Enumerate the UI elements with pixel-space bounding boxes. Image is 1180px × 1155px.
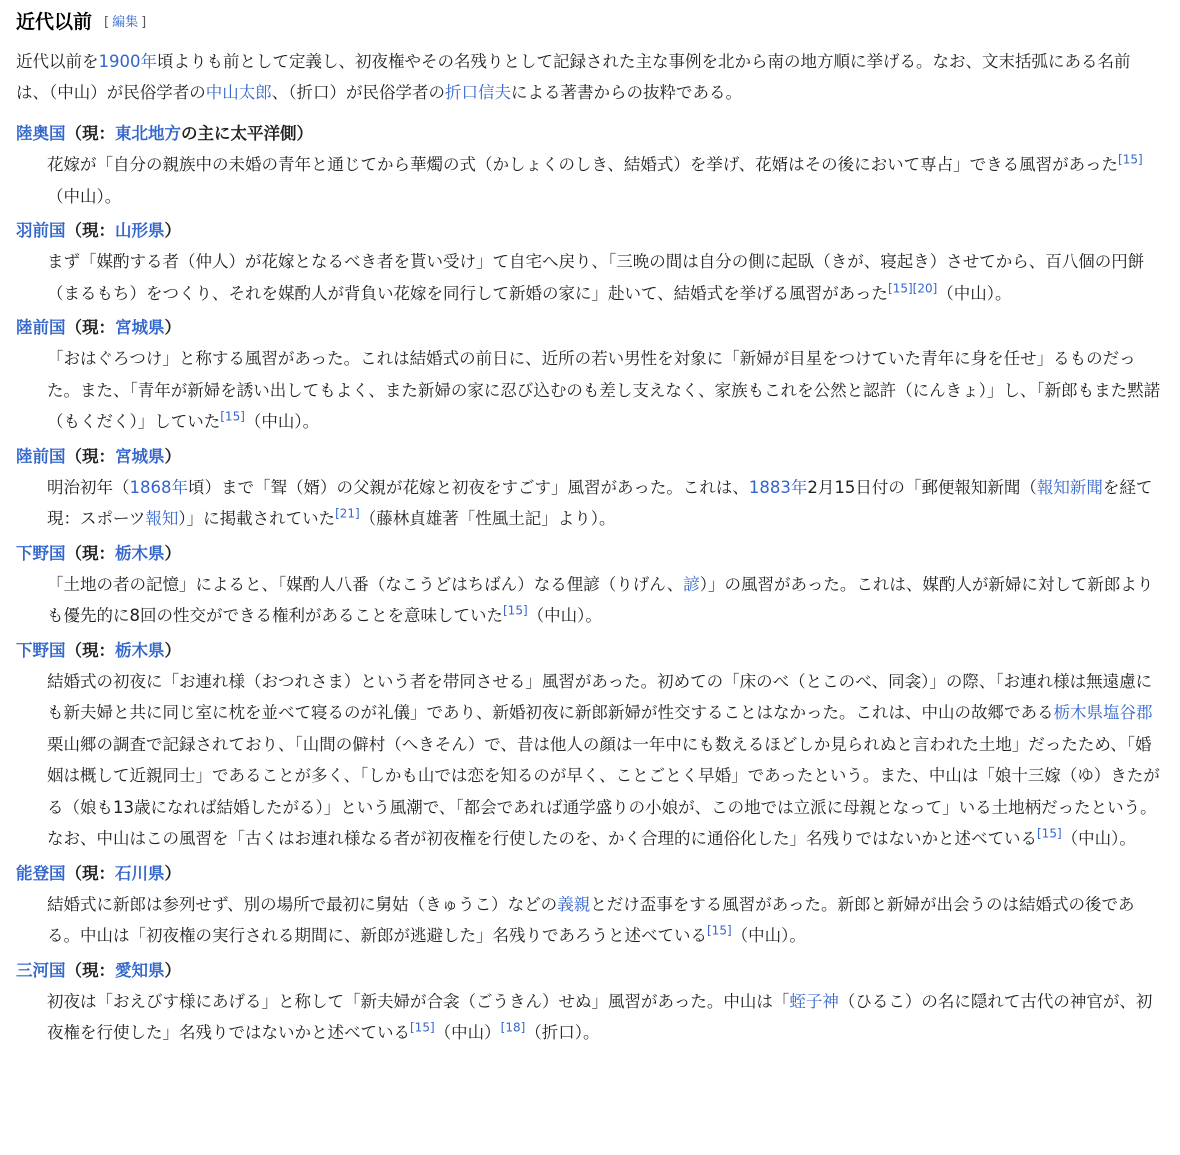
wiki-link[interactable]: 宮城県 <box>115 446 165 466</box>
text-run: 「土地の者の記憶」によると、「媒酌人八番（なこうどはちばん）なる俚諺（りげん、 <box>47 574 684 594</box>
text-run: （中山）。 <box>937 283 1012 303</box>
text-run: ） <box>164 543 181 563</box>
region-description <box>47 343 1162 438</box>
region-term <box>16 858 1162 889</box>
text-run: の主に太平洋側） <box>181 124 313 143</box>
text-run: （中山）。 <box>731 926 806 945</box>
text-run: 栗山郷の調査で記録されており、「山間の僻村（へきそん）で、昔は他人の顔は一年中にも数えるほどしか見られぬと言われた土地」だったため、「婚姻は概して近親同士」であることが多く、「しかも山では恋を知るのが早く、ことごとく早婚」であったという。また、中山は「娘十三嫁（ゆ）きたがる（娘も13歳になれば結婚したがる）」という風潮で、「都会であれば通学盛りの小娘が、この地では立派に母親となって」いる土地柄だったという。なお、中山はこの風習を「古くはお連れ様なる者が初夜権を行使したのを、かく合理的に通俗化した」名残りではないかと述べている <box>47 734 1160 848</box>
wiki-link[interactable]: 陸奥国 <box>16 124 66 143</box>
citation-link[interactable]: [15] <box>1037 826 1062 841</box>
wiki-link[interactable]: 報知 <box>145 509 179 528</box>
text-run: ） <box>164 960 181 980</box>
text-run: による著書からの抜粋である。 <box>511 83 742 102</box>
region-term <box>16 118 1162 149</box>
text-run: （藤林貞雄著「性風土記」より）。 <box>359 509 616 528</box>
wiki-link[interactable]: 石川県 <box>115 863 165 883</box>
wiki-link[interactable]: 1900年 <box>98 52 157 71</box>
wiki-link[interactable]: 中山太郎 <box>205 83 272 102</box>
wiki-link[interactable]: 山形県 <box>115 221 165 240</box>
text-run: （現： <box>65 640 115 660</box>
wiki-link[interactable]: 栃木県 <box>1053 703 1103 722</box>
text-run: 花嫁が「自分の親族中の未婚の青年と通じてから華燭の式（かしょくのしき、結婚式）を挙げ、花婿はその後において専占」できる風習があった <box>47 155 1119 174</box>
region-description <box>47 246 1162 309</box>
citation-link[interactable]: [15] <box>707 923 732 938</box>
wiki-link[interactable]: 陸前国 <box>16 446 66 466</box>
wiki-link[interactable]: 栃木県 <box>115 640 165 660</box>
wiki-link[interactable]: 折口信夫 <box>445 83 511 102</box>
text-run: を経て現：スポーツ <box>47 477 1153 528</box>
text-run: とだけ盃事をする風習があった。新郎と新婦が出会うのは結婚式の後である。中山は「初夜権の実行される期間に、新郎が逃避した」名残りであろうと述べている <box>47 894 1135 945</box>
citation-link[interactable]: [15] <box>410 1020 435 1035</box>
wiki-link[interactable]: 諺 <box>683 574 700 594</box>
text-run: （現： <box>65 318 115 337</box>
citation-link[interactable]: [18] <box>500 1020 526 1035</box>
wiki-link[interactable]: 1883年 <box>748 477 808 497</box>
edit-bracket-close: ] <box>141 14 147 30</box>
text-run: ） <box>164 640 181 660</box>
wiki-link[interactable]: 宮城県 <box>115 318 165 337</box>
text-run: （現： <box>65 221 115 240</box>
region-description <box>47 889 1162 952</box>
wiki-link[interactable]: 1868年 <box>129 477 188 497</box>
text-run: 結婚式の初夜に「お連れ様（おつれさま）という者を帯同させる」風習があった。初めての「床のべ（とこのべ、同衾）」の際、「お連れ様は無遠慮にも新夫婦と共に同じ室に枕を並べて寝るのが礼儀」であり、新婚初夜に新郎新婦が性交することはなかった。これは、中山の故郷である <box>47 671 1153 722</box>
region-description <box>47 472 1162 535</box>
wiki-link[interactable]: 東北地方 <box>115 124 181 143</box>
text-run: 、（折口）が民俗学者の <box>271 83 445 102</box>
text-run: （現： <box>65 446 115 466</box>
wiki-link[interactable]: 報知新聞 <box>1036 477 1103 497</box>
text-run: （ひるこ）の名に隠れて古代の神官が、初夜権を行使した」名残りではないかと述べている <box>47 991 1153 1042</box>
text-run: 2月15日付の「郵便報知新聞（ <box>807 477 1037 497</box>
text-run: ） <box>164 318 181 337</box>
text-run: ）」の風習があった。これは、媒酌人が新婦に対して新郎よりも優先的に8回の性交ができる権利があることを意味していた <box>47 574 1154 625</box>
wiki-link[interactable]: 栃木県 <box>115 543 165 563</box>
text-run: （現： <box>65 863 115 883</box>
text-run: （現： <box>65 960 115 980</box>
citation-link[interactable]: [21] <box>335 506 360 521</box>
text-run: まず「媒酌する者（仲人）が花嫁となるべき者を貰い受け」て自宅へ戻り、「三晩の間は自分の側に起臥（きが、寝起き）させてから、百八個の円餅（まるもち）をつくり、それを媒酌人が背負い花嫁を同行して新婚の家に」赴いて、結婚式を挙げる風習があった <box>47 252 1145 303</box>
text-run: （中山）。 <box>47 186 122 206</box>
region-list <box>16 118 1162 1049</box>
section-title: 近代以前 <box>16 10 93 33</box>
text-run: ） <box>164 221 181 240</box>
text-run: （現： <box>65 543 115 563</box>
region-term <box>16 635 1162 666</box>
section-heading <box>16 0 1162 40</box>
region-term <box>16 312 1162 343</box>
intro-paragraph <box>16 46 1162 108</box>
wiki-link[interactable]: 義親 <box>557 894 591 914</box>
wiki-link[interactable]: 陸前国 <box>16 318 66 337</box>
text-run: 頃）まで「聟（婿）の父親が花嫁と初夜をすごす」風習があった。これは、 <box>188 477 749 497</box>
text-run: 初夜は「おえびす様にあげる」と称して「新夫婦が合衾（ごうきん）せぬ」風習があった。中山は「 <box>47 991 790 1011</box>
region-description <box>47 986 1162 1049</box>
edit-link[interactable]: 編集 <box>112 14 139 30</box>
text-run: ） <box>164 863 181 883</box>
edit-section <box>104 11 146 30</box>
wiki-link[interactable]: 愛知県 <box>115 960 165 980</box>
wiki-link[interactable]: 三河国 <box>16 960 66 980</box>
citation-link[interactable]: [20] <box>912 281 938 295</box>
wiki-link[interactable]: 下野国 <box>16 640 66 660</box>
region-term <box>16 538 1162 569</box>
text-run: 明治初年（ <box>47 477 130 497</box>
text-run: （中山）。 <box>527 606 602 625</box>
text-run: （現： <box>65 124 115 143</box>
text-run: 結婚式に新郎は参列せず、別の場所で最初に舅姑（きゅうこ）などの <box>47 894 558 914</box>
text-run: 近代以前を <box>16 52 99 71</box>
region-description <box>47 666 1162 855</box>
region-description <box>47 569 1162 632</box>
wiki-link[interactable]: 蛭子神 <box>789 991 839 1011</box>
citation-link[interactable]: [15] <box>1118 152 1143 167</box>
wiki-link[interactable]: 羽前国 <box>16 221 66 240</box>
region-description <box>47 149 1162 212</box>
text-run: （中山）。 <box>244 412 320 431</box>
text-run: 頃よりも前として定義し、初夜権やその名残りとして記録された主な事例を北から南の地方順に挙げる。なお、文末括弧にある名前は、（中山）が民俗学者の <box>16 52 1131 102</box>
wiki-link[interactable]: 塩谷郡 <box>1103 703 1153 722</box>
region-term <box>16 441 1162 472</box>
wiki-link[interactable]: 下野国 <box>16 543 66 563</box>
text-run: 「おはぐろつけ」と称する風習があった。これは結婚式の前日に、近所の若い男性を対象に「新婦が目星をつけていた青年に身を任せ」るものだった。また、「青年が新婦を誘い出してもよく、また新婦の家に忍び込むのも差し支えなく、家族もこれを公然と認許（にんきょ）」し、「新郎もまた黙諾（もくだく）」していた <box>47 349 1161 431</box>
citation-link[interactable]: [15] <box>503 603 528 618</box>
text-run: ） <box>164 446 181 466</box>
text-run: （中山） <box>434 1023 501 1042</box>
citation-link[interactable]: [15] <box>888 281 913 295</box>
text-run: ）」に掲載されていた <box>178 509 336 528</box>
region-term <box>16 955 1162 986</box>
region-term <box>16 215 1162 246</box>
wiki-link[interactable]: 能登国 <box>16 863 66 883</box>
citation-link[interactable]: [15] <box>220 409 245 424</box>
text-run: （中山）。 <box>1061 829 1136 848</box>
text-run: （折口）。 <box>525 1023 600 1042</box>
edit-bracket-open: [ <box>104 14 110 30</box>
